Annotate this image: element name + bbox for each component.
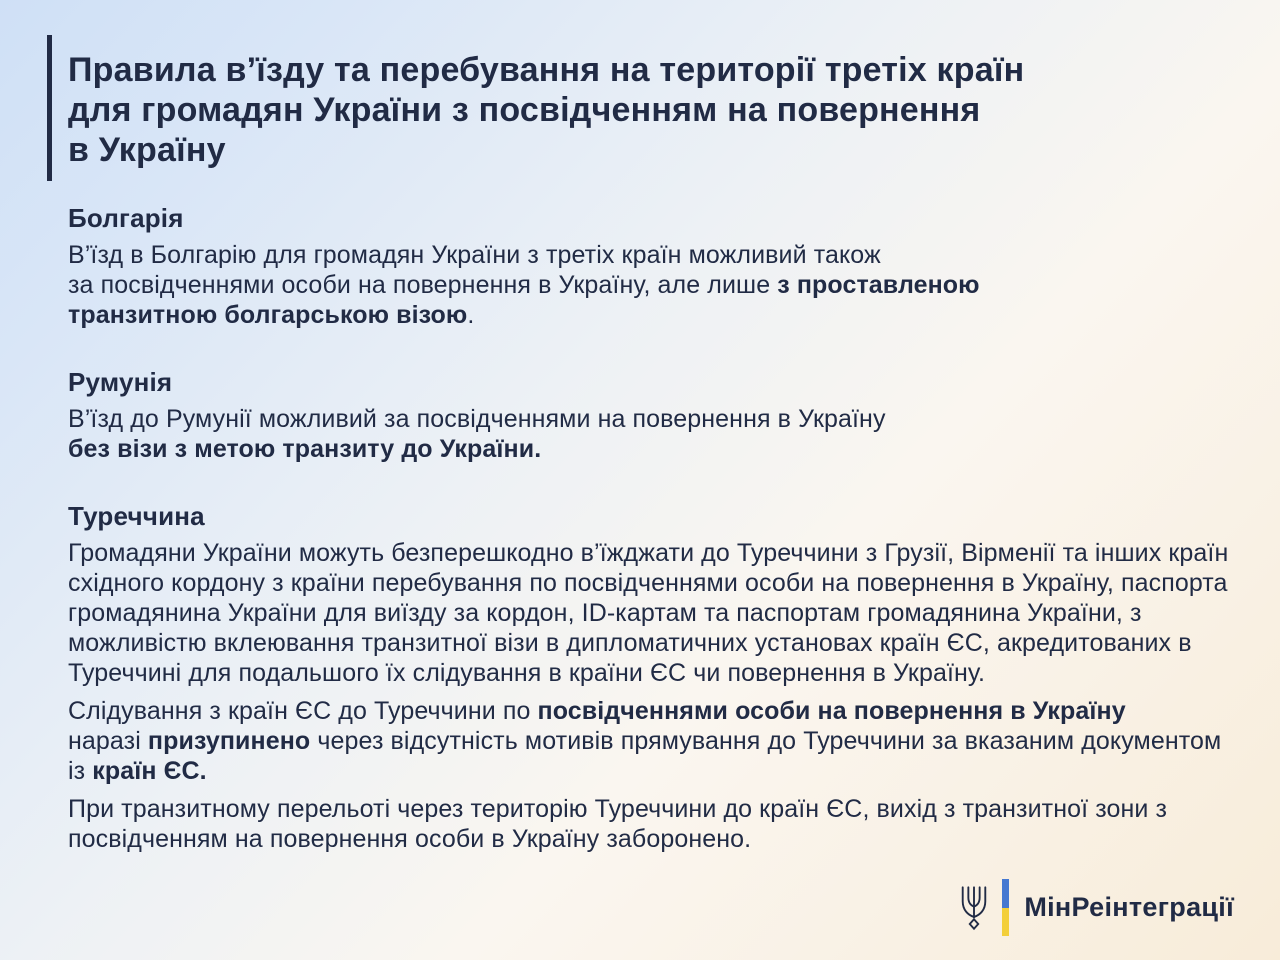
page-title (68, 50, 1232, 170)
text-run: . (467, 301, 475, 329)
ukraine-flag-bar (1002, 879, 1009, 936)
text-emphasis: з проставленою (777, 271, 980, 299)
trident-icon (958, 885, 990, 931)
text-run: Слідування з країн ЄС до Туреччини по (68, 697, 538, 725)
text-run: В’їзд до Румунії можливий за посвідченнями на повернення в Україну (68, 405, 886, 433)
section-paragraph (68, 794, 1235, 854)
text-run: для громадян України з посвідченням на повернення (68, 91, 981, 129)
title-accent-bar (47, 35, 52, 181)
flag-blue-segment (1002, 879, 1009, 908)
text-run: Правила в’їзду та перебування на території третіх країн (68, 51, 1025, 89)
section-paragraph (68, 240, 1235, 330)
section-heading-turkey: Туреччина (68, 501, 205, 531)
text-emphasis: країн ЄС. (92, 757, 207, 785)
text-run: При транзитному перельоті через територію Туреччини до країн ЄС, вихід з транзитної зони з посвідченням на повернення особи в Україну заборонено. (68, 795, 1168, 853)
text-run: Громадяни України можуть безперешкодно в’їжджати до Туреччини з Грузії, Вірменії та інших країн східного кордону з країни перебування по посвідченнями особи на повернення в Україну, паспорта громадянина України для виїзду за кордон, ID-картам та паспортам громадянина України, з можливістю вклеювання транзитної візи в дипломатичних установах країн ЄС, акредитованих в Туреччині для подальшого їх слідування в країни ЄС чи повернення в Україну. (68, 539, 1229, 687)
section-heading-romania: Румунія (68, 367, 173, 397)
text-run: В’їзд в Болгарію для громадян України з третіх країн можливий також (68, 241, 881, 269)
text-emphasis: посвідченнями особи на повернення в Україну (537, 697, 1126, 725)
section-paragraph (68, 404, 1235, 464)
section-heading-bulgaria: Болгарія (68, 203, 184, 233)
flag-yellow-segment (1002, 908, 1009, 937)
section-paragraph (68, 538, 1235, 688)
text-emphasis: транзитною болгарською візою (68, 301, 468, 329)
text-emphasis: без візи з метою транзиту до України. (68, 435, 542, 463)
text-run: за посвідченнями особи на повернення в Україну, але лише (68, 271, 778, 299)
section-romania (68, 366, 1235, 464)
text-run: через відсутність мотивів прямування до Туреччини за вказаним документом із (68, 727, 1222, 785)
section-paragraph (68, 696, 1235, 786)
text-emphasis: призупинено (147, 727, 311, 755)
text-run: в Україну (68, 131, 226, 169)
text-run: наразі (68, 727, 148, 755)
section-bulgaria (68, 202, 1235, 330)
section-turkey (68, 500, 1235, 854)
ministry-name: МінРеінтеграції (1024, 892, 1234, 922)
ministry-logo (958, 879, 1234, 936)
title-block (47, 50, 1232, 170)
content (68, 202, 1235, 854)
